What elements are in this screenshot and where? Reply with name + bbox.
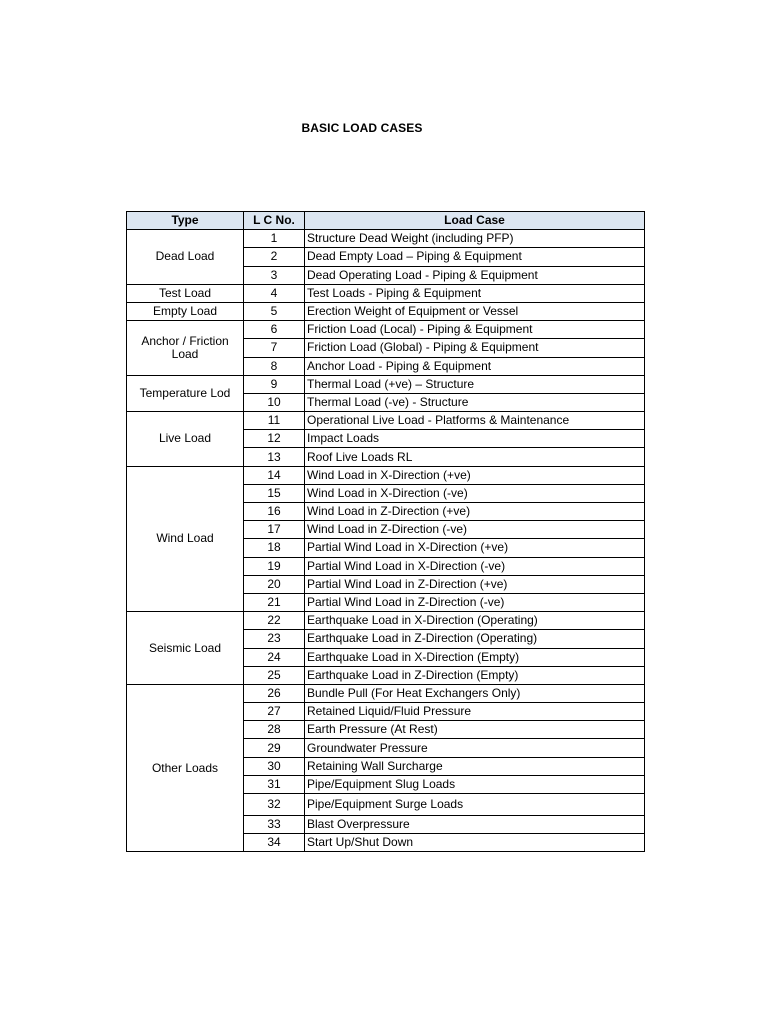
type-cell: Wind Load <box>127 466 244 612</box>
table-row <box>127 466 645 484</box>
lc-number-cell: 23 <box>244 630 305 648</box>
lc-number-cell: 8 <box>244 357 305 375</box>
load-case-cell: Friction Load (Global) - Piping & Equipment <box>305 339 645 357</box>
lc-number-cell: 7 <box>244 339 305 357</box>
table-row <box>127 375 645 393</box>
lc-number-cell: 13 <box>244 448 305 466</box>
lc-number-cell: 10 <box>244 393 305 411</box>
type-cell: Temperature Lod <box>127 375 244 411</box>
load-case-cell: Pipe/Equipment Surge Loads <box>305 794 645 816</box>
lc-number-cell: 3 <box>244 266 305 284</box>
table-row <box>127 412 645 430</box>
lc-number-cell: 25 <box>244 666 305 684</box>
lc-number-cell: 21 <box>244 593 305 611</box>
load-case-cell: Thermal Load (+ve) – Structure <box>305 375 645 393</box>
load-case-cell: Roof Live Loads RL <box>305 448 645 466</box>
lc-number-cell: 24 <box>244 648 305 666</box>
load-cases-table <box>126 211 645 852</box>
load-case-cell: Wind Load in X-Direction (-ve) <box>305 484 645 502</box>
lc-number-cell: 34 <box>244 834 305 852</box>
lc-number-cell: 5 <box>244 302 305 320</box>
load-case-cell: Test Loads - Piping & Equipment <box>305 284 645 302</box>
table-header-row <box>127 212 645 230</box>
load-case-cell: Wind Load in Z-Direction (-ve) <box>305 521 645 539</box>
table-body <box>127 230 645 852</box>
table-row <box>127 684 645 702</box>
table-row <box>127 284 645 302</box>
load-case-cell: Partial Wind Load in Z-Direction (-ve) <box>305 593 645 611</box>
load-case-cell: Partial Wind Load in Z-Direction (+ve) <box>305 575 645 593</box>
lc-number-cell: 26 <box>244 684 305 702</box>
lc-number-cell: 14 <box>244 466 305 484</box>
lc-number-cell: 17 <box>244 521 305 539</box>
type-cell: Test Load <box>127 284 244 302</box>
lc-number-cell: 29 <box>244 739 305 757</box>
type-cell: Empty Load <box>127 302 244 320</box>
table-row <box>127 612 645 630</box>
lc-number-cell: 28 <box>244 721 305 739</box>
load-case-cell: Wind Load in X-Direction (+ve) <box>305 466 645 484</box>
load-case-cell: Start Up/Shut Down <box>305 834 645 852</box>
lc-number-cell: 12 <box>244 430 305 448</box>
load-case-cell: Structure Dead Weight (including PFP) <box>305 230 645 248</box>
document-title-text: BASIC LOAD CASES <box>301 121 423 135</box>
header-lc-no: L C No. <box>244 212 305 230</box>
load-case-cell: Earth Pressure (At Rest) <box>305 721 645 739</box>
table-row <box>127 302 645 320</box>
document-title <box>0 121 768 135</box>
lc-number-cell: 11 <box>244 412 305 430</box>
load-case-cell: Partial Wind Load in X-Direction (+ve) <box>305 539 645 557</box>
type-cell: Anchor / Friction Load <box>127 321 244 376</box>
lc-number-cell: 30 <box>244 757 305 775</box>
lc-number-cell: 2 <box>244 248 305 266</box>
lc-number-cell: 1 <box>244 230 305 248</box>
type-cell: Other Loads <box>127 684 244 852</box>
lc-number-cell: 15 <box>244 484 305 502</box>
type-cell: Dead Load <box>127 230 244 285</box>
header-type: Type <box>127 212 244 230</box>
lc-number-cell: 20 <box>244 575 305 593</box>
load-case-cell: Dead Operating Load - Piping & Equipment <box>305 266 645 284</box>
load-case-cell: Retaining Wall Surcharge <box>305 757 645 775</box>
load-case-cell: Thermal Load (-ve) - Structure <box>305 393 645 411</box>
lc-number-cell: 16 <box>244 503 305 521</box>
load-case-cell: Earthquake Load in Z-Direction (Empty) <box>305 666 645 684</box>
table-row <box>127 321 645 339</box>
load-case-cell: Pipe/Equipment Slug Loads <box>305 775 645 793</box>
load-case-cell: Dead Empty Load – Piping & Equipment <box>305 248 645 266</box>
lc-number-cell: 22 <box>244 612 305 630</box>
load-case-cell: Earthquake Load in X-Direction (Operating) <box>305 612 645 630</box>
load-case-cell: Blast Overpressure <box>305 816 645 834</box>
load-case-cell: Erection Weight of Equipment or Vessel <box>305 302 645 320</box>
lc-number-cell: 19 <box>244 557 305 575</box>
load-case-cell: Anchor Load - Piping & Equipment <box>305 357 645 375</box>
table-row <box>127 230 645 248</box>
load-case-cell: Retained Liquid/Fluid Pressure <box>305 703 645 721</box>
load-case-cell: Impact Loads <box>305 430 645 448</box>
type-cell: Live Load <box>127 412 244 467</box>
lc-number-cell: 32 <box>244 794 305 816</box>
type-cell: Seismic Load <box>127 612 244 685</box>
lc-number-cell: 4 <box>244 284 305 302</box>
header-load-case: Load Case <box>305 212 645 230</box>
load-case-cell: Earthquake Load in Z-Direction (Operating) <box>305 630 645 648</box>
load-case-cell: Bundle Pull (For Heat Exchangers Only) <box>305 684 645 702</box>
load-case-cell: Partial Wind Load in X-Direction (-ve) <box>305 557 645 575</box>
lc-number-cell: 6 <box>244 321 305 339</box>
load-case-cell: Wind Load in Z-Direction (+ve) <box>305 503 645 521</box>
load-case-cell: Earthquake Load in X-Direction (Empty) <box>305 648 645 666</box>
lc-number-cell: 31 <box>244 775 305 793</box>
lc-number-cell: 33 <box>244 816 305 834</box>
lc-number-cell: 27 <box>244 703 305 721</box>
load-case-cell: Operational Live Load - Platforms & Maintenance <box>305 412 645 430</box>
lc-number-cell: 18 <box>244 539 305 557</box>
lc-number-cell: 9 <box>244 375 305 393</box>
load-case-cell: Friction Load (Local) - Piping & Equipment <box>305 321 645 339</box>
load-case-cell: Groundwater Pressure <box>305 739 645 757</box>
